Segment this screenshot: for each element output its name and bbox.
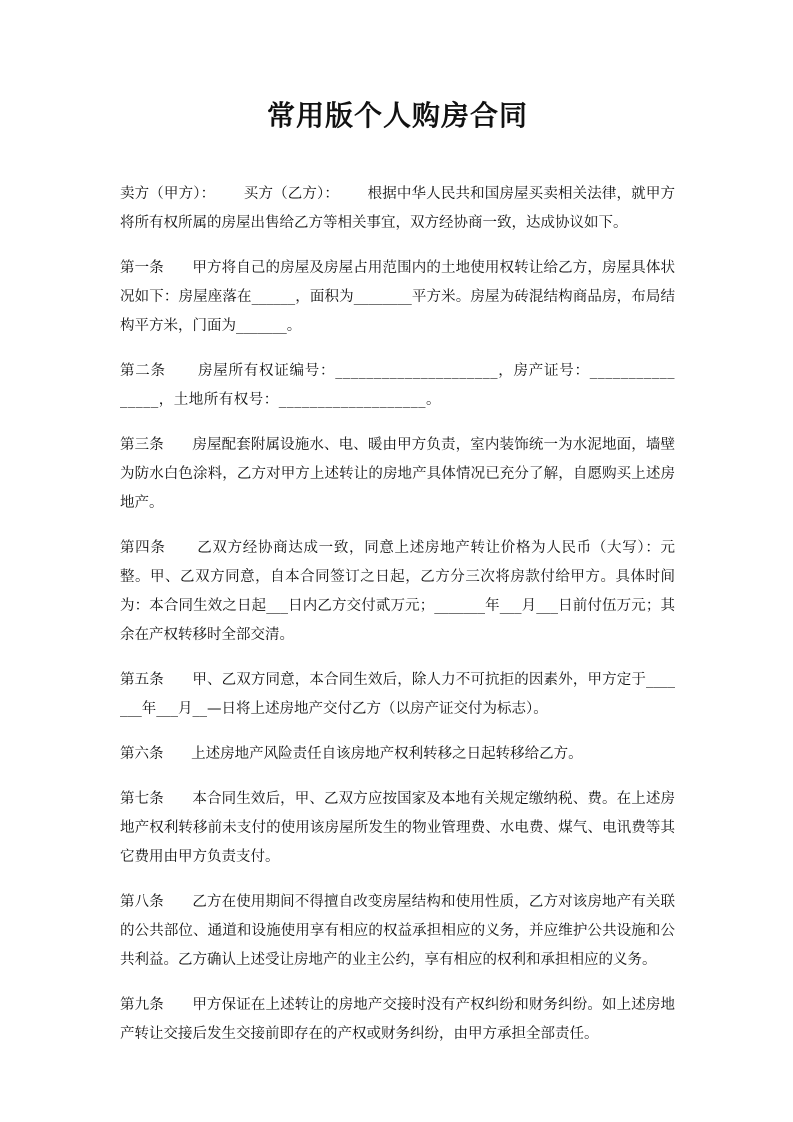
article-2-paragraph: 第二条 房屋所有权证编号：_____________________，房产证号：________________，土地所有权号：___________________。 bbox=[120, 363, 675, 408]
document-title: 常用版个人购房合同 bbox=[266, 99, 528, 132]
article-7-paragraph: 第七条 本合同生效后，甲、乙双方应按国家及本地有关规定缴纳税、费。在上述房地产权利转移前未支付的使用该房屋所发生的物业管理费、水电费、煤气、电讯费等其它费用由甲方负责支付。 bbox=[120, 791, 675, 865]
preamble-paragraph: 卖方（甲方）： 买方（乙方）： 根据中华人民共和国房屋买卖相关法律，就甲方将所有权所属的房屋出售给乙方等相关事宜，双方经协商一致，达成协议如下。 bbox=[120, 186, 675, 231]
article-9-paragraph: 第九条 甲方保证在上述转让的房地产交接时没有产权纠纷和财务纠纷。如上述房地产转让交接后发生交接前即存在的产权或财务纠纷，由甲方承担全部责任。 bbox=[120, 997, 675, 1042]
article-8-paragraph: 第八条 乙方在使用期间不得擅自改变房屋结构和使用性质，乙方对该房地产有关联的公共部位、通道和设施使用享有相应的权益承担相应的义务，并应维护公共设施和公共利益。乙方确认上述受让房地产的业主公约，享有相应的权利和承担相应的义务。 bbox=[120, 894, 675, 968]
article-5-paragraph: 第五条 甲、乙双方同意，本合同生效后，除人力不可抗拒的因素外，甲方定于_______年___月__—日将上述房地产交付乙方（以房产证交付为标志）。 bbox=[120, 672, 675, 717]
article-4-paragraph: 第四条 乙双方经协商达成一致，同意上述房地产转让价格为人民币（大写）：元整。甲、乙双方同意，自本合同签订之日起，乙方分三次将房款付给甲方。具体时间为：本合同生效之日起___日内乙方交付贰万元；_______年___月___日前付伍万元；其余在产权转移时全部交清。 bbox=[120, 540, 675, 643]
article-1-paragraph: 第一条 甲方将自己的房屋及房屋占用范围内的土地使用权转让给乙方，房屋具体状况如下：房屋座落在______，面积为________平方米。房屋为砖混结构商品房，布局结构平方米，门面为_______。 bbox=[120, 260, 675, 334]
article-6-paragraph: 第六条 上述房地产风险责任自该房地产权利转移之日起转移给乙方。 bbox=[120, 746, 583, 762]
article-3-paragraph: 第三条 房屋配套附属设施水、电、暖由甲方负责，室内装饰统一为水泥地面，墙壁为防水白色涂料，乙方对甲方上述转让的房地产具体情况已充分了解，自愿购买上述房地产。 bbox=[120, 437, 675, 511]
